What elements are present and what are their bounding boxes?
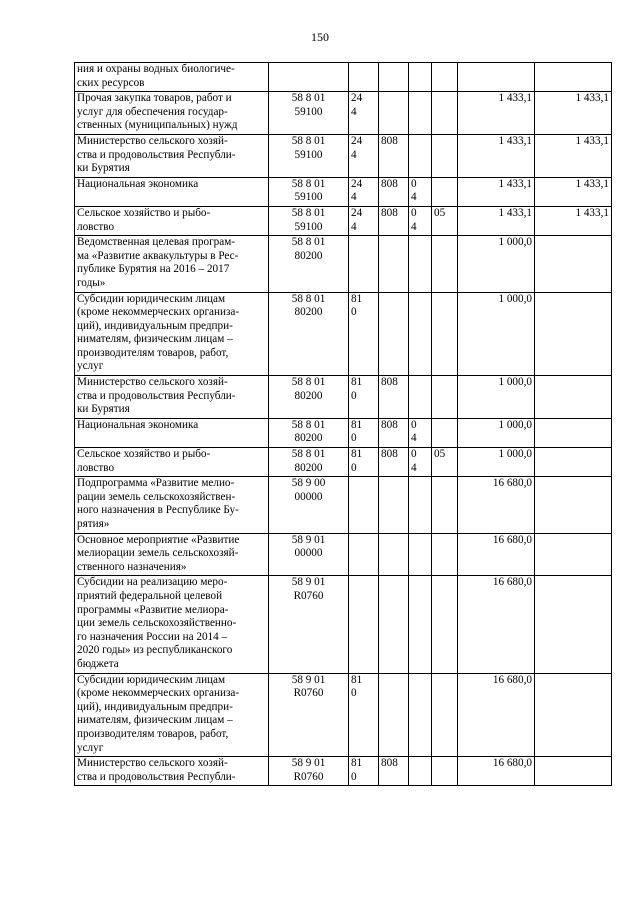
row-name-cell: Министерство сельского хозяй- ства и продовольствия Республи- ки Бурятия [75, 134, 269, 177]
page-number: 150 [311, 30, 329, 44]
row-name-cell: Субсидии на реализацию меро- приятий федеральной целевой программы «Развитие мелиора- ции земель сельскохозяйственно- го назначения России на 2014 – 2020 годы» из республиканского бюджета [75, 576, 269, 673]
amount-cell: 1 433,1 [458, 134, 535, 177]
table-row [75, 236, 612, 292]
administrator-code-cell [379, 63, 409, 92]
amount-cell-2 [535, 477, 612, 533]
target-article-code-cell: 58 9 01 R0760 [269, 757, 349, 786]
subsection-code-cell [432, 292, 458, 376]
administrator-code-cell: 808 [379, 177, 409, 206]
section-code-cell: 0 4 [409, 448, 432, 477]
target-article-code-cell: 58 8 01 80200 [269, 448, 349, 477]
table-row [75, 477, 612, 533]
amount-cell: 1 000,0 [458, 376, 535, 419]
expense-type-cell: 81 0 [349, 757, 379, 786]
amount-cell-2 [535, 673, 612, 757]
amount-cell-2 [535, 376, 612, 419]
subsection-code-cell [432, 177, 458, 206]
section-code-cell [409, 576, 432, 673]
amount-cell-2 [535, 757, 612, 786]
row-name-cell: Сельское хозяйство и рыбо- ловство [75, 448, 269, 477]
expense-type-cell [349, 477, 379, 533]
administrator-code-cell [379, 477, 409, 533]
budget-table [74, 62, 612, 786]
administrator-code-cell [379, 673, 409, 757]
target-article-code-cell [269, 63, 349, 92]
table-row [75, 533, 612, 576]
administrator-code-cell: 808 [379, 206, 409, 235]
subsection-code-cell [432, 376, 458, 419]
table-row [75, 63, 612, 92]
amount-cell: 1 433,1 [458, 92, 535, 135]
expense-type-cell: 24 4 [349, 206, 379, 235]
section-code-cell [409, 92, 432, 135]
table-row [75, 576, 612, 673]
expense-type-cell [349, 236, 379, 292]
amount-cell-2: 1 433,1 [535, 206, 612, 235]
section-code-cell: 0 4 [409, 418, 432, 447]
administrator-code-cell [379, 292, 409, 376]
row-name-cell: Субсидии юридическим лицам (кроме некоммерческих организа- ций), индивидуальным предпри- нимателям, физическим лицам – производителям товаров, работ, услуг [75, 292, 269, 376]
table-row [75, 376, 612, 419]
row-name-cell: Сельское хозяйство и рыбо- ловство [75, 206, 269, 235]
section-code-cell: 0 4 [409, 177, 432, 206]
subsection-code-cell [432, 673, 458, 757]
administrator-code-cell: 808 [379, 448, 409, 477]
section-code-cell [409, 376, 432, 419]
section-code-cell [409, 673, 432, 757]
section-code-cell [409, 292, 432, 376]
expense-type-cell: 81 0 [349, 418, 379, 447]
amount-cell-2 [535, 236, 612, 292]
expense-type-cell: 81 0 [349, 376, 379, 419]
row-name-cell: Субсидии юридическим лицам (кроме некоммерческих организа- ций), индивидуальным предпри- нимателям, физическим лицам – производителям товаров, работ, услуг [75, 673, 269, 757]
row-name-cell: Национальная экономика [75, 418, 269, 447]
table-row [75, 673, 612, 757]
subsection-code-cell [432, 236, 458, 292]
amount-cell-2 [535, 576, 612, 673]
administrator-code-cell [379, 236, 409, 292]
administrator-code-cell: 808 [379, 418, 409, 447]
expense-type-cell: 24 4 [349, 177, 379, 206]
target-article-code-cell: 58 9 01 R0760 [269, 576, 349, 673]
amount-cell: 1 000,0 [458, 292, 535, 376]
expense-type-cell: 81 0 [349, 448, 379, 477]
amount-cell-2: 1 433,1 [535, 177, 612, 206]
target-article-code-cell: 58 8 01 80200 [269, 418, 349, 447]
table-row [75, 757, 612, 786]
amount-cell-2 [535, 533, 612, 576]
amount-cell-2 [535, 292, 612, 376]
subsection-code-cell: 05 [432, 206, 458, 235]
amount-cell: 16 680,0 [458, 757, 535, 786]
amount-cell-2 [535, 63, 612, 92]
expense-type-cell [349, 576, 379, 673]
amount-cell: 1 433,1 [458, 206, 535, 235]
row-name-cell: Прочая закупка товаров, работ и услуг для обеспечения государ- ственных (муниципальных) нужд [75, 92, 269, 135]
subsection-code-cell [432, 92, 458, 135]
table-row [75, 292, 612, 376]
administrator-code-cell: 808 [379, 757, 409, 786]
amount-cell: 1 000,0 [458, 418, 535, 447]
table-row [75, 418, 612, 447]
expense-type-cell: 24 4 [349, 134, 379, 177]
amount-cell: 16 680,0 [458, 477, 535, 533]
expense-type-cell: 81 0 [349, 292, 379, 376]
amount-cell-2 [535, 418, 612, 447]
section-code-cell: 0 4 [409, 206, 432, 235]
administrator-code-cell: 808 [379, 134, 409, 177]
target-article-code-cell: 58 8 01 59100 [269, 206, 349, 235]
row-name-cell: Министерство сельского хозяй- ства и продовольствия Республи- [75, 757, 269, 786]
table-row [75, 134, 612, 177]
expense-type-cell: 24 4 [349, 92, 379, 135]
expense-type-cell [349, 533, 379, 576]
amount-cell-2: 1 433,1 [535, 92, 612, 135]
target-article-code-cell: 58 9 01 R0760 [269, 673, 349, 757]
expense-type-cell: 81 0 [349, 673, 379, 757]
table-row [75, 448, 612, 477]
target-article-code-cell: 58 8 01 80200 [269, 292, 349, 376]
target-article-code-cell: 58 8 01 80200 [269, 236, 349, 292]
section-code-cell [409, 757, 432, 786]
row-name-cell: ния и охраны водных биологиче- ских ресурсов [75, 63, 269, 92]
section-code-cell [409, 134, 432, 177]
amount-cell-2 [535, 448, 612, 477]
amount-cell: 1 000,0 [458, 448, 535, 477]
section-code-cell [409, 533, 432, 576]
row-name-cell: Основное мероприятие «Развитие мелиорации земель сельскохозяй- ственного назначения» [75, 533, 269, 576]
expense-type-cell [349, 63, 379, 92]
subsection-code-cell [432, 533, 458, 576]
target-article-code-cell: 58 8 01 59100 [269, 92, 349, 135]
table-row [75, 206, 612, 235]
subsection-code-cell [432, 757, 458, 786]
subsection-code-cell [432, 418, 458, 447]
administrator-code-cell [379, 92, 409, 135]
section-code-cell [409, 236, 432, 292]
amount-cell: 16 680,0 [458, 576, 535, 673]
subsection-code-cell: 05 [432, 448, 458, 477]
section-code-cell [409, 63, 432, 92]
amount-cell: 1 000,0 [458, 236, 535, 292]
subsection-code-cell [432, 576, 458, 673]
administrator-code-cell: 808 [379, 376, 409, 419]
row-name-cell: Национальная экономика [75, 177, 269, 206]
target-article-code-cell: 58 9 00 00000 [269, 477, 349, 533]
target-article-code-cell: 58 8 01 80200 [269, 376, 349, 419]
table-row [75, 92, 612, 135]
target-article-code-cell: 58 8 01 59100 [269, 177, 349, 206]
target-article-code-cell: 58 9 01 00000 [269, 533, 349, 576]
section-code-cell [409, 477, 432, 533]
amount-cell-2: 1 433,1 [535, 134, 612, 177]
subsection-code-cell [432, 477, 458, 533]
amount-cell: 16 680,0 [458, 673, 535, 757]
subsection-code-cell [432, 134, 458, 177]
table-row [75, 177, 612, 206]
subsection-code-cell [432, 63, 458, 92]
row-name-cell: Министерство сельского хозяй- ства и продовольствия Республи- ки Бурятия [75, 376, 269, 419]
target-article-code-cell: 58 8 01 59100 [269, 134, 349, 177]
amount-cell: 16 680,0 [458, 533, 535, 576]
table-body [75, 63, 612, 786]
administrator-code-cell [379, 576, 409, 673]
row-name-cell: Подпрограмма «Развитие мелио- рации земель сельскохозяйствен- ного назначения в Республике Бу- рятия» [75, 477, 269, 533]
row-name-cell: Ведомственная целевая програм- ма «Развитие аквакультуры в Рес- публике Бурятия на 2016 – 2017 годы» [75, 236, 269, 292]
amount-cell: 1 433,1 [458, 177, 535, 206]
administrator-code-cell [379, 533, 409, 576]
amount-cell [458, 63, 535, 92]
